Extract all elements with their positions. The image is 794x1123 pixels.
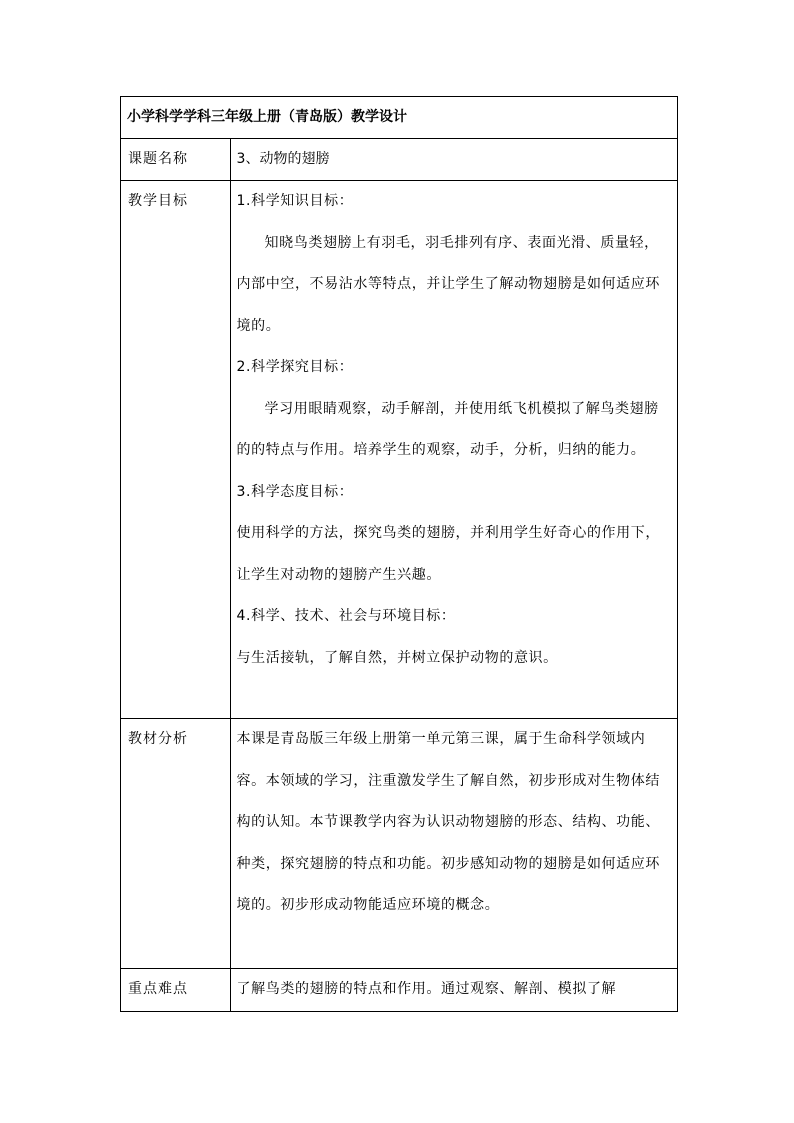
attitude-text: 使用科学的方法，探究鸟类的翅膀，并利用学生好奇心的作用下，让学生对动物的翅膀产生兴趣。 — [236, 525, 660, 583]
sts-text: 与生活接轨，了解自然，并树立保护动物的意识。 — [236, 649, 558, 666]
key-points-row — [121, 969, 678, 1012]
key-points-text: 了解鸟类的翅膀的特点和作用。通过观察、解剖、模拟了解 — [236, 981, 617, 997]
key-points-content — [230, 969, 677, 1012]
objectives-content — [230, 181, 677, 719]
document-title: 小学科学学科三年级上册（青岛版）教学设计 — [121, 97, 678, 139]
analysis-row — [121, 719, 678, 969]
objectives-label: 教学目标 — [121, 181, 231, 719]
inquiry-heading: 2.科学探究目标： — [236, 359, 354, 375]
attitude-heading: 3.科学态度目标： — [236, 483, 354, 500]
analysis-content — [230, 719, 677, 969]
knowledge-text: 知晓鸟类翅膀上有羽毛，羽毛排列有序、表面光滑、质量轻，内部中空，不易沾水等特点，并让学生了解动物翅膀是如何适应环境的。 — [236, 234, 660, 334]
title-row — [121, 97, 678, 139]
lesson-name-label: 课题名称 — [121, 139, 231, 181]
inquiry-text: 学习用眼睛观察，动手解剖，并使用纸飞机模拟了解鸟类翅膀的的特点与作用。培养学生的观察，动手，分析，归纳的能力。 — [236, 400, 659, 458]
lesson-name-value: 3、动物的翅膀 — [230, 139, 677, 181]
analysis-text: 本课是青岛版三年级上册第一单元第三课，属于生命科学领域内容。本领域的学习，注重激发学生了解自然，初步形成对生物体结构的认知。本节课教学内容为认识动物翅膀的形态、结构、功能、种类，探究翅膀的特点和功能。初步感知动物的翅膀是如何适应环境的。初步形成动物能适应环境的概念。 — [236, 731, 660, 913]
lesson-name-row — [121, 139, 678, 181]
analysis-label: 教材分析 — [121, 719, 231, 969]
key-points-label: 重点难点 — [121, 969, 231, 1012]
sts-heading: 4.科学、技术、社会与环境目标： — [236, 608, 456, 624]
lesson-plan-table — [120, 96, 678, 1012]
objectives-row — [121, 181, 678, 719]
knowledge-heading: 1.科学知识目标： — [236, 193, 354, 209]
